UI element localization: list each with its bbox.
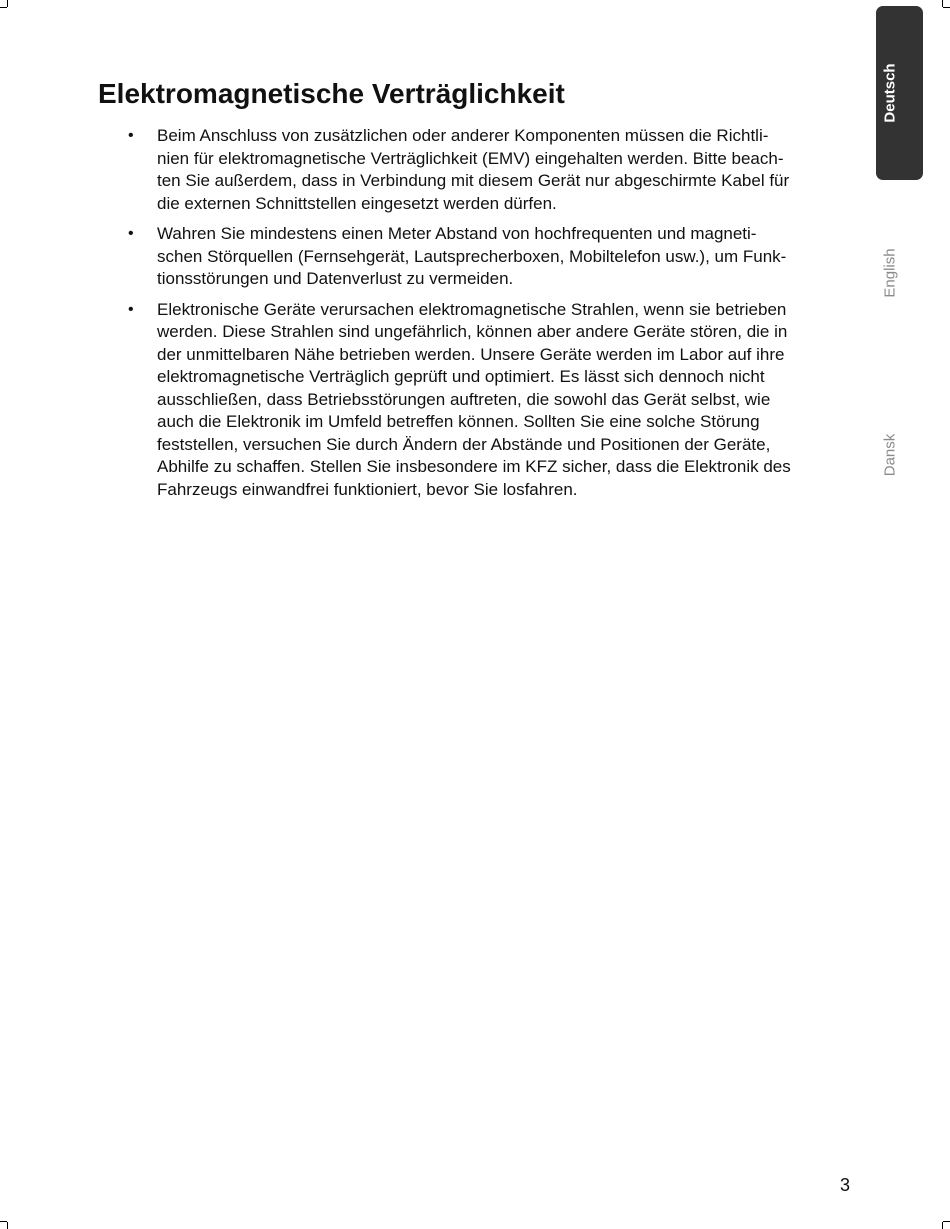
tab-english[interactable]: English: [881, 248, 899, 298]
crop-mark: [942, 1222, 943, 1229]
paragraph-line: elektromagnetische Verträglich geprüft und optimiert. Es lässt sich dennoch nicht: [157, 367, 765, 386]
crop-mark: [0, 7, 7, 8]
paragraph-line: tionsstörungen und Datenverlust zu vermeiden.: [157, 269, 514, 288]
list-item: [128, 299, 858, 502]
paragraph-line: die externen Schnittstellen eingesetzt werden dürfen.: [157, 193, 557, 213]
paragraph-line: auch die Elektronik im Umfeld betreffen können. Sollten Sie eine solche Störung: [157, 412, 760, 431]
tab-dansk[interactable]: Dansk: [881, 433, 899, 477]
paragraph-line: nien für elektromagnetische Verträglichkeit (EMV) eingehalten werden. Bitte beach-: [157, 148, 784, 168]
list-item: [128, 125, 858, 215]
crop-mark: [942, 0, 943, 7]
page-number: 3: [840, 1175, 851, 1195]
paragraph-line: feststellen, versuchen Sie durch Ändern der Abstände und Positionen der Geräte,: [157, 434, 771, 454]
paragraph-line: werden. Diese Strahlen sind ungefährlich, können aber andere Geräte stören, die in: [157, 322, 788, 341]
paragraph-line: Beim Anschluss von zusätzlichen oder anderer Komponenten müssen die Richtli-: [157, 126, 769, 145]
tab-deutsch-label[interactable]: Deutsch: [881, 63, 899, 123]
crop-mark: [943, 7, 950, 8]
paragraph-line: der unmittelbaren Nähe betrieben werden. Unsere Geräte werden im Labor auf ihre: [157, 344, 785, 364]
bullet-marker: •: [128, 127, 134, 144]
paragraph-line: ausschließen, dass Betriebsstörungen auftreten, die sowohl das Gerät selbst, wie: [157, 389, 771, 409]
crop-mark: [943, 1221, 950, 1222]
crop-mark: [7, 0, 8, 7]
paragraph-line: ten Sie außerdem, dass in Verbindung mit diesem Gerät nur abgeschirmte Kabel für: [157, 171, 790, 190]
bullet-list: [128, 125, 858, 509]
paragraph-line: Abhilfe zu schaffen. Stellen Sie insbesondere im KFZ sicher, dass die Elektronik des: [157, 457, 791, 476]
crop-mark: [0, 1221, 7, 1222]
bullet-marker: •: [128, 300, 134, 318]
paragraph-line: Wahren Sie mindestens einen Meter Abstand von hochfrequenten und magneti-: [157, 224, 757, 243]
crop-mark: [7, 1222, 8, 1229]
bullet-marker: •: [128, 225, 134, 242]
paragraph-line: schen Störquellen (Fernsehgerät, Lautsprecherboxen, Mobiltelefon usw.), um Funk-: [157, 246, 787, 266]
paragraph-line: Fahrzeugs einwandfrei funktioniert, bevor Sie losfahren.: [157, 479, 578, 499]
page-title: Elektromagnetische Verträglichkeit: [98, 78, 565, 109]
paragraph-line: Elektronische Geräte verursachen elektromagnetische Strahlen, wenn sie betrieben: [157, 299, 787, 319]
list-item: [128, 223, 858, 291]
